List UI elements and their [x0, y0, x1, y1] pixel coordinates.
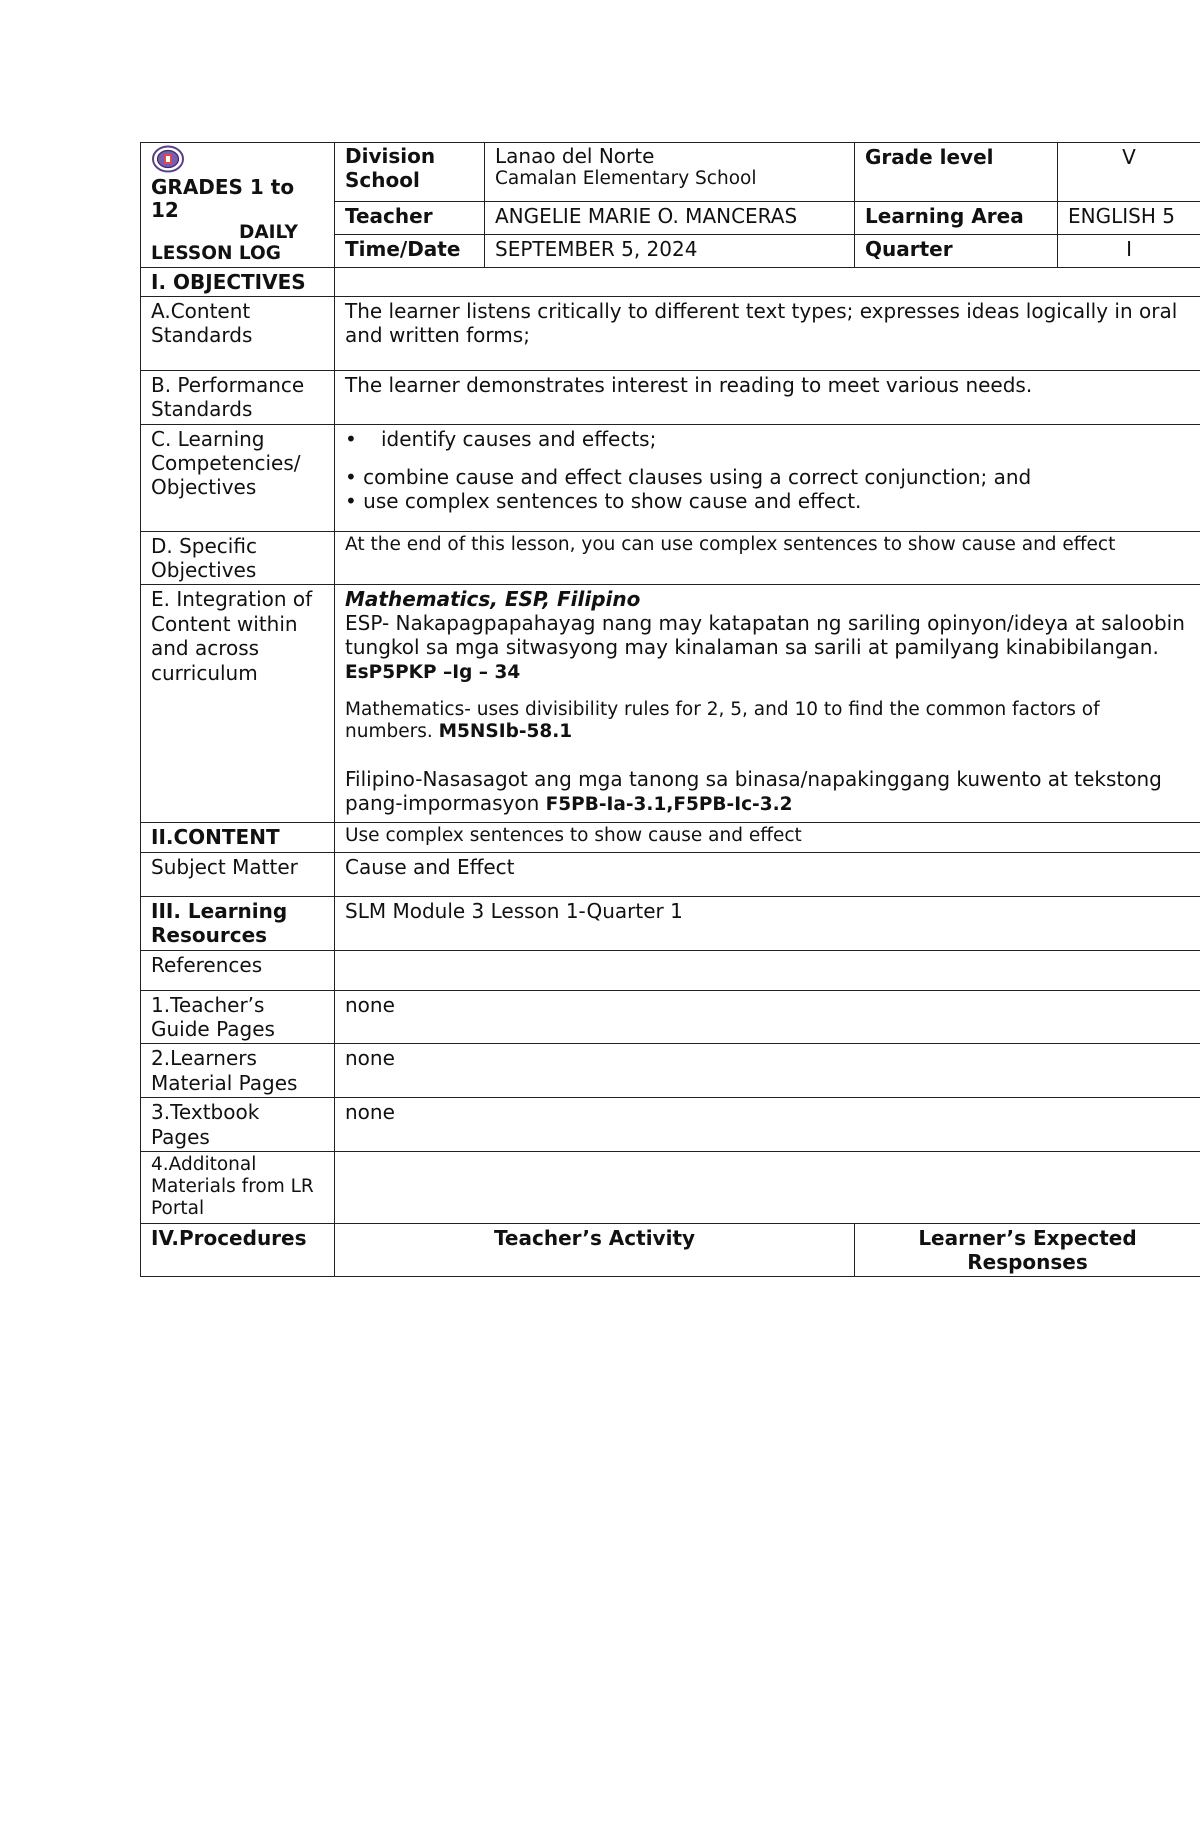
- daily-label: DAILY: [239, 222, 298, 243]
- objectives-heading: I. OBJECTIVES: [141, 267, 335, 296]
- daily-lesson-log-table: [140, 142, 1200, 1277]
- division-label: Division: [345, 144, 436, 168]
- math-integration: Mathematics- uses divisibility rules for 2, 5, and 10 to find the common factors of numbers. M5NSIb-58.1: [345, 698, 1100, 742]
- timedate-label: Time/Date: [335, 234, 485, 267]
- objectives-heading-empty: [335, 267, 1200, 296]
- learning-area-value: ENGLISH 5: [1058, 201, 1200, 234]
- competencies-label: C. Learning Competencies/ Objectives: [141, 424, 335, 531]
- division-school-label-cell: [335, 143, 485, 202]
- specific-objectives-text: At the end of this lesson, you can use complex sentences to show cause and effect: [335, 531, 1200, 585]
- school-value: Camalan Elementary School: [495, 168, 757, 189]
- filipino-code: F5PB-Ia-3.1,F5PB-Ic-3.2: [545, 794, 793, 816]
- additional-materials-row: [141, 1152, 1200, 1224]
- learners-material-value: none: [335, 1044, 1200, 1098]
- competency-item: • use complex sentences to show cause and effect.: [345, 489, 862, 514]
- textbook-label: 3.Textbook Pages: [141, 1098, 335, 1152]
- competency-item: • combine cause and effect clauses using a correct conjunction; and: [345, 465, 1032, 490]
- grade-level-value: V: [1058, 143, 1200, 202]
- textbook-row: [141, 1098, 1200, 1152]
- integration-cell: [335, 585, 1200, 823]
- content-standards-label: A.Content Standards: [141, 296, 335, 370]
- procedures-heading: IV.Procedures: [141, 1223, 335, 1277]
- subject-matter-row: [141, 852, 1200, 896]
- learning-area-label: Learning Area: [855, 201, 1058, 234]
- division-value: Lanao del Norte: [495, 144, 655, 168]
- competencies-row: [141, 424, 1200, 531]
- performance-standards-label: B. Performance Standards: [141, 370, 335, 424]
- math-code: M5NSIb-58.1: [438, 720, 573, 742]
- performance-standards-text: The learner demonstrates interest in reading to meet various needs.: [335, 370, 1200, 424]
- content-row: [141, 823, 1200, 852]
- resources-heading: III. Learning Resources: [141, 896, 335, 950]
- competencies-cell: [335, 424, 1200, 531]
- deped-seal-icon: [151, 145, 185, 171]
- resources-text: SLM Module 3 Lesson 1-Quarter 1: [335, 896, 1200, 950]
- header-row-division: [141, 143, 1200, 202]
- esp-code: EsP5PKP –Ig – 34: [345, 662, 521, 684]
- teacher-label: Teacher: [335, 201, 485, 234]
- content-standards-row: [141, 296, 1200, 370]
- filipino-integration: Filipino-Nasasagot ang mga tanong sa binasa/napakinggang kuwento at tekstong pang-impormasyon F5PB-Ia-3.1,F5PB-Ic-3.2: [345, 767, 1162, 816]
- lesson-log-label: LESSON LOG: [151, 243, 281, 265]
- quarter-value: I: [1058, 234, 1200, 267]
- textbook-value: none: [335, 1098, 1200, 1152]
- content-heading: II.CONTENT: [141, 823, 335, 852]
- integration-title: Mathematics, ESP, Filipino: [345, 587, 641, 612]
- subject-matter-label: Subject Matter: [141, 852, 335, 896]
- additional-materials-empty: [335, 1152, 1200, 1224]
- procedures-row: [141, 1223, 1200, 1277]
- subject-matter-text: Cause and Effect: [335, 852, 1200, 896]
- grades-label: GRADES 1 to 12: [151, 175, 295, 222]
- content-text: Use complex sentences to show cause and effect: [335, 823, 1200, 852]
- teacher-value: ANGELIE MARIE O. MANCERAS: [485, 201, 855, 234]
- integration-row: [141, 585, 1200, 823]
- references-label: References: [141, 950, 335, 990]
- division-school-value-cell: [485, 143, 855, 202]
- learners-material-label: 2.Learners Material Pages: [141, 1044, 335, 1098]
- resources-row: [141, 896, 1200, 950]
- learners-material-row: [141, 1044, 1200, 1098]
- integration-label: E. Integration of Content within and across curriculum: [141, 585, 335, 823]
- teachers-guide-label: 1.Teacher’s Guide Pages: [141, 990, 335, 1044]
- references-empty: [335, 950, 1200, 990]
- quarter-label: Quarter: [855, 234, 1058, 267]
- grade-level-label: Grade level: [855, 143, 1058, 202]
- teachers-guide-value: none: [335, 990, 1200, 1044]
- teachers-guide-row: [141, 990, 1200, 1044]
- competency-item: • identify causes and effects;: [345, 426, 657, 451]
- specific-objectives-row: [141, 531, 1200, 585]
- esp-integration: ESP- Nakapagpapahayag nang may katapatan ng sariling opinyon/ideya at saloobin tungkol sa mga sitwasyong may kinalaman sa sarili at pamilyang kinabibilangan. EsP5PKP –Ig – 34: [345, 611, 1185, 684]
- timedate-value: SEPTEMBER 5, 2024: [485, 234, 855, 267]
- content-standards-text: The learner listens critically to different text types; expresses ideas logically in oral and written forms;: [335, 296, 1200, 370]
- references-row: [141, 950, 1200, 990]
- specific-objectives-label: D. Specific Objectives: [141, 531, 335, 585]
- objectives-heading-row: [141, 267, 1200, 296]
- school-label: School: [345, 167, 420, 192]
- performance-standards-row: [141, 370, 1200, 424]
- teacher-activity-header: Teacher’s Activity: [335, 1223, 855, 1277]
- grades-cell: [141, 143, 335, 268]
- additional-materials-label: 4.Additonal Materials from LR Portal: [141, 1152, 335, 1224]
- learner-response-header: Learner’s Expected Responses: [855, 1223, 1200, 1277]
